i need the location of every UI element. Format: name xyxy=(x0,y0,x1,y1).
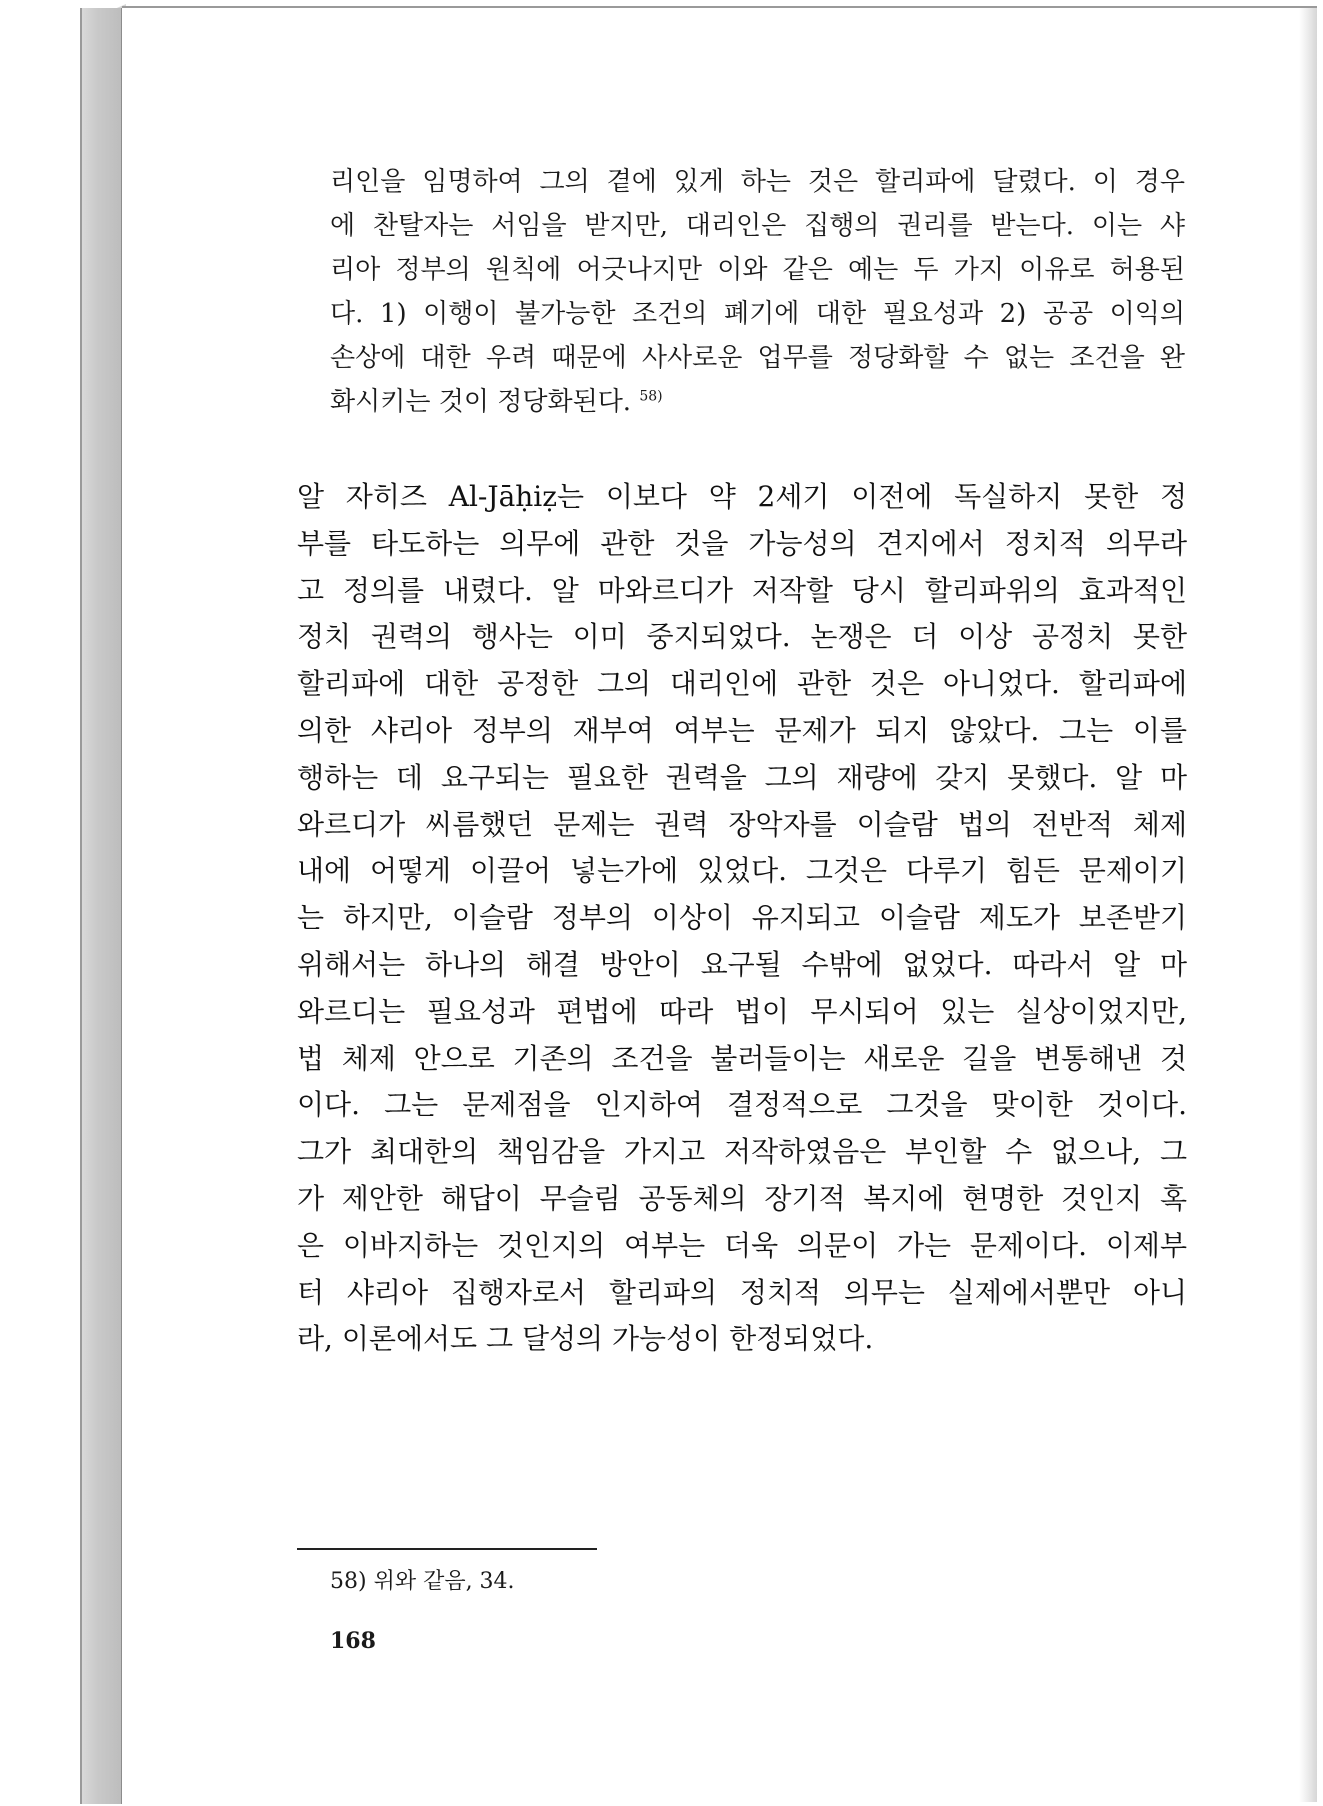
body-line: 은 이바지하는 것인지의 여부는 더욱 의문이 가는 문제이다. 이제부 xyxy=(297,1228,1187,1262)
body-line: 할리파에 대한 공정한 그의 대리인에 관한 것은 아니었다. 할리파에 xyxy=(297,667,1187,701)
body-line: 고 정의를 내렸다. 알 마와르디가 저작할 당시 할리파위의 효과적인 xyxy=(297,573,1187,607)
body-line: 행하는 데 요구되는 필요한 권력을 그의 재량에 갖지 못했다. 알 마 xyxy=(297,760,1187,794)
body-line: 알 자히즈 Al-Jāḥiẓ는 이보다 약 2세기 이전에 독실하지 못한 정 xyxy=(297,480,1187,513)
body-line: 법 체제 안으로 기존의 조건을 불러들이는 새로운 길을 변통해낸 것 xyxy=(297,1041,1187,1075)
quote-line-last xyxy=(330,380,1185,424)
body-line: 가 제안한 해답이 무슬림 공동체의 장기적 복지에 현명한 것인지 혹 xyxy=(297,1181,1187,1215)
quote-line: 에 찬탈자는 서임을 받지만, 대리인은 집행의 권리를 받는다. 이는 샤 xyxy=(330,211,1185,241)
body-line: 터 샤리아 집행자로서 할리파의 정치적 의무는 실제에서뿐만 아니 xyxy=(297,1275,1187,1309)
quote-line: 손상에 대한 우려 때문에 사사로운 업무를 정당화할 수 없는 조건을 완 xyxy=(330,343,1185,373)
body-line: 내에 어떻게 이끌어 넣는가에 있었다. 그것은 다루기 힘든 문제이기 xyxy=(297,854,1187,888)
book-spine xyxy=(80,8,122,1804)
body-line: 위해서는 하나의 해결 방안이 요구될 수밖에 없었다. 따라서 알 마 xyxy=(297,947,1187,981)
body-paragraph xyxy=(297,474,1187,1363)
body-line: 는 하지만, 이슬람 정부의 이상이 유지되고 이슬람 제도가 보존받기 xyxy=(297,901,1187,935)
body-line: 와르디가 씨름했던 문제는 권력 장악자를 이슬람 법의 전반적 체제 xyxy=(297,807,1187,841)
quote-line: 다. 1) 이행이 불가능한 조건의 폐기에 대한 필요성과 2) 공공 이익의 xyxy=(330,299,1185,329)
body-line: 정치 권력의 행사는 이미 중지되었다. 논쟁은 더 이상 공정치 못한 xyxy=(297,620,1187,654)
body-line: 부를 타도하는 의무에 관한 것을 가능성의 견지에서 정치적 의무라 xyxy=(297,526,1187,560)
body-line-last: 라, 이론에서도 그 달성의 가능성이 한정되었다. xyxy=(297,1322,874,1356)
body-line: 이다. 그는 문제점을 인지하여 결정적으로 그것을 맞이한 것이다. xyxy=(297,1088,1187,1122)
quote-line: 리아 정부의 원칙에 어긋나지만 이와 같은 예는 두 가지 이유로 허용된 xyxy=(330,255,1185,285)
footnote-divider xyxy=(297,1548,597,1550)
body-line: 와르디는 필요성과 편법에 따라 법이 무시되어 있는 실상이었지만, xyxy=(297,994,1187,1028)
body-line: 그가 최대한의 책임감을 가지고 저작하였음은 부인할 수 없으나, 그 xyxy=(297,1135,1187,1169)
body-line: 의한 샤리아 정부의 재부여 여부는 문제가 되지 않았다. 그는 이를 xyxy=(297,713,1187,747)
footnote-58: 58) 위와 같음, 34. xyxy=(330,1569,515,1594)
block-quote xyxy=(330,160,1185,424)
footnote-reference[interactable]: 58) xyxy=(639,388,663,405)
quote-line-text: 화시키는 것이 정당화된다. xyxy=(330,387,632,417)
page-number: 168 xyxy=(330,1628,376,1654)
page-edge-shadow xyxy=(1299,8,1317,1802)
quote-line: 리인을 임명하여 그의 곁에 있게 하는 것은 할리파에 달렸다. 이 경우 xyxy=(330,167,1185,197)
